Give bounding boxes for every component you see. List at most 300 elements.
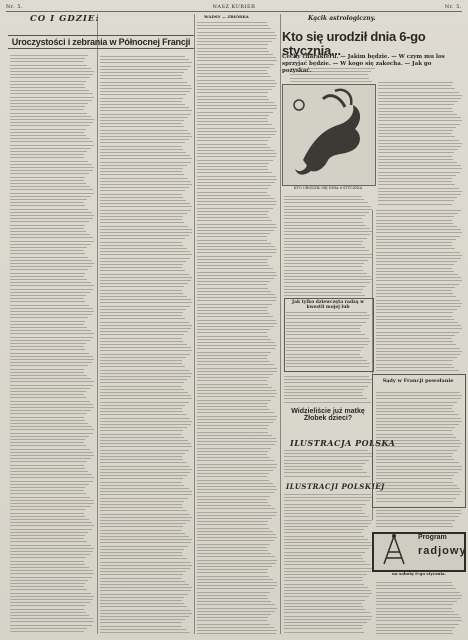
text-line — [197, 304, 272, 305]
astrology-subtitle: Cechy charakteru. — Jakim będzie. — W czym mu los sprzyjać będzie. — W kogo się zakocha. — Jak go pozyskać. — [282, 54, 445, 74]
text-line — [10, 276, 84, 277]
text-line — [197, 473, 269, 474]
text-line — [376, 617, 461, 618]
text-line — [100, 418, 190, 419]
text-line — [100, 600, 182, 601]
text-line — [197, 576, 269, 577]
text-line — [376, 367, 454, 368]
text-line — [376, 592, 460, 593]
text-line — [10, 465, 84, 466]
text-line — [10, 308, 93, 309]
radio-label: Program — [418, 534, 447, 541]
text-line — [284, 628, 362, 629]
text-line — [10, 250, 84, 251]
text-line — [100, 235, 189, 236]
text-line — [197, 592, 270, 593]
text-line — [10, 497, 90, 498]
promo-title: Widzieliście już matkę Żłobek dzieci? — [291, 408, 365, 422]
text-line — [197, 604, 275, 605]
text-line — [284, 584, 364, 585]
text-line — [10, 500, 94, 501]
text-line — [10, 449, 90, 450]
text-line — [100, 101, 182, 102]
text-line — [197, 54, 273, 55]
text-line — [284, 526, 368, 527]
text-line — [100, 110, 192, 111]
text-line — [376, 633, 453, 634]
text-line — [10, 567, 89, 568]
text-line — [378, 85, 452, 86]
text-line — [197, 217, 269, 218]
text-line — [100, 162, 191, 163]
text-line — [100, 82, 187, 83]
text-line — [284, 270, 363, 271]
text-line — [100, 437, 184, 438]
text-line — [197, 464, 277, 465]
text-line — [284, 558, 363, 559]
text-line — [100, 485, 184, 486]
text-line — [10, 180, 84, 181]
text-line — [197, 99, 269, 100]
text-line — [197, 556, 275, 557]
text-line — [10, 343, 86, 344]
text-line — [10, 84, 84, 85]
text-line — [10, 135, 86, 136]
text-line — [100, 530, 182, 531]
text-line — [378, 152, 454, 153]
text-line — [10, 417, 84, 418]
text-line — [284, 222, 363, 223]
text-line — [284, 606, 363, 607]
text-line — [100, 242, 182, 243]
text-line — [100, 283, 188, 284]
text-line — [10, 218, 93, 219]
text-line — [100, 114, 191, 115]
text-line — [197, 380, 267, 381]
text-line — [284, 545, 372, 546]
text-line — [100, 299, 191, 300]
text-line — [197, 467, 276, 468]
text-line — [100, 120, 184, 121]
text-line — [197, 208, 273, 209]
text-line — [100, 331, 188, 332]
text-line — [10, 381, 94, 382]
text-line — [197, 460, 274, 461]
text-line — [10, 164, 92, 165]
text-line — [378, 133, 452, 134]
running-header — [6, 2, 462, 12]
text-line — [197, 595, 267, 596]
text-line — [10, 458, 91, 459]
text-line — [197, 150, 274, 151]
text-line — [376, 220, 452, 221]
text-line — [197, 409, 270, 410]
text-line — [10, 484, 89, 485]
text-line — [197, 627, 274, 628]
text-line — [10, 442, 84, 443]
text-line — [197, 355, 268, 356]
text-line — [378, 104, 454, 105]
text-line — [197, 32, 275, 33]
astrology-title: Kto się urodził dnia 6-go stycznia... — [282, 29, 426, 58]
text-line — [10, 353, 89, 354]
text-line — [197, 134, 275, 135]
text-line — [284, 453, 372, 454]
text-line — [100, 402, 189, 403]
text-line — [378, 136, 455, 137]
text-line — [100, 85, 191, 86]
text-line — [197, 236, 267, 237]
page-number-left: Nr. 5. — [6, 3, 24, 10]
text-line — [197, 480, 269, 481]
text-line — [197, 89, 272, 90]
text-line — [197, 348, 275, 349]
text-line — [197, 329, 270, 330]
text-line — [10, 279, 87, 280]
text-line — [100, 216, 183, 217]
text-line — [100, 571, 186, 572]
text-line — [197, 502, 268, 503]
text-line — [197, 67, 270, 68]
text-line — [197, 268, 273, 269]
text-line — [10, 471, 88, 472]
text-line — [284, 590, 371, 591]
text-line — [378, 120, 462, 121]
text-line — [10, 87, 85, 88]
text-line — [284, 292, 362, 293]
boxed-article-title: Jak tylko dziewczęta radzą w kwestii mojej lub — [291, 300, 365, 310]
text-line — [376, 325, 461, 326]
text-line — [376, 319, 454, 320]
text-line — [284, 398, 367, 399]
text-line — [10, 103, 88, 104]
text-line — [284, 202, 368, 203]
text-line — [197, 288, 268, 289]
text-line — [197, 614, 271, 615]
text-line — [100, 245, 183, 246]
text-line — [100, 312, 183, 313]
text-line — [284, 279, 372, 280]
text-line — [100, 424, 191, 425]
text-line — [284, 539, 368, 540]
text-line — [100, 504, 182, 505]
text-line — [284, 536, 364, 537]
text-line — [100, 152, 186, 153]
text-line — [284, 234, 370, 235]
text-line — [197, 313, 269, 314]
text-line — [10, 221, 89, 222]
text-line — [197, 499, 267, 500]
text-line — [197, 115, 269, 116]
text-line — [100, 376, 191, 377]
text-line — [284, 571, 371, 572]
text-line — [10, 525, 94, 526]
text-line — [284, 260, 368, 261]
text-line — [376, 341, 453, 342]
text-line — [100, 168, 183, 169]
text-line — [197, 76, 271, 77]
text-line — [10, 93, 93, 94]
text-line — [376, 510, 461, 511]
text-line — [10, 71, 94, 72]
text-line — [10, 522, 92, 523]
text-line — [10, 106, 85, 107]
text-line — [197, 320, 276, 321]
text-line — [10, 154, 84, 155]
text-line — [10, 570, 93, 571]
text-line — [197, 496, 270, 497]
text-line — [10, 225, 85, 226]
text-line — [197, 131, 277, 132]
text-line — [376, 268, 452, 269]
text-line — [197, 230, 274, 231]
text-line — [100, 229, 192, 230]
text-line — [284, 532, 362, 533]
text-line — [10, 173, 89, 174]
text-line — [284, 228, 370, 229]
text-line — [100, 302, 192, 303]
text-line — [197, 492, 274, 493]
text-line — [100, 379, 187, 380]
page-number-right: Nr. 5. — [444, 3, 462, 10]
text-line — [10, 263, 94, 264]
text-line — [10, 551, 93, 552]
text-line — [197, 588, 274, 589]
text-line — [100, 581, 185, 582]
text-line — [10, 100, 92, 101]
text-line — [284, 587, 368, 588]
text-line — [197, 419, 276, 420]
text-line — [197, 486, 276, 487]
text-line — [100, 587, 192, 588]
text-line — [197, 156, 276, 157]
text-line — [100, 450, 189, 451]
text-line — [284, 231, 372, 232]
text-line — [376, 601, 457, 602]
text-line — [284, 463, 365, 464]
text-line — [284, 247, 365, 248]
text-line — [10, 125, 90, 126]
text-line — [197, 284, 267, 285]
text-line — [197, 611, 275, 612]
text-line — [284, 507, 362, 508]
text-line — [284, 476, 370, 477]
text-line — [197, 608, 277, 609]
text-line — [10, 157, 84, 158]
text-line — [376, 252, 460, 253]
text-line — [376, 604, 453, 605]
text-line — [10, 196, 91, 197]
text-line — [197, 620, 267, 621]
text-line — [100, 405, 185, 406]
text-line — [100, 427, 187, 428]
text-line — [284, 450, 368, 451]
text-line — [100, 338, 182, 339]
text-line — [197, 297, 277, 298]
text-line — [197, 310, 267, 311]
text-line — [10, 532, 88, 533]
text-line — [10, 455, 94, 456]
text-line — [197, 371, 277, 372]
text-line — [100, 309, 186, 310]
text-line — [197, 358, 267, 359]
text-line — [376, 624, 459, 625]
text-line — [10, 404, 93, 405]
text-line — [197, 233, 270, 234]
text-line — [197, 364, 274, 365]
text-line — [10, 461, 87, 462]
text-line — [100, 350, 192, 351]
text-line — [10, 493, 86, 494]
text-line — [100, 149, 183, 150]
text-line — [197, 384, 268, 385]
text-line — [284, 548, 369, 549]
text-line — [197, 368, 277, 369]
text-line — [100, 254, 192, 255]
text-line — [197, 92, 268, 93]
text-line — [197, 624, 270, 625]
text-line — [100, 334, 184, 335]
text-line — [197, 86, 275, 87]
text-line — [197, 224, 276, 225]
text-line — [100, 222, 184, 223]
text-line — [284, 612, 370, 613]
text-line — [100, 133, 191, 134]
text-line — [100, 594, 188, 595]
text-line — [10, 141, 93, 142]
text-line — [197, 118, 267, 119]
text-line — [100, 510, 187, 511]
text-line — [376, 284, 459, 285]
text-line — [100, 293, 183, 294]
text-line — [378, 204, 452, 205]
text-line — [197, 387, 272, 388]
text-line — [197, 416, 277, 417]
text-line — [376, 287, 455, 288]
text-line — [376, 303, 462, 304]
text-line — [100, 146, 182, 147]
text-line — [376, 232, 462, 233]
text-line — [197, 137, 271, 138]
text-line — [197, 390, 276, 391]
text-line — [100, 494, 192, 495]
text-line — [100, 491, 192, 492]
boxed-article — [372, 374, 466, 508]
text-line — [197, 259, 268, 260]
text-line — [10, 602, 90, 603]
text-line — [100, 498, 188, 499]
text-line — [10, 68, 91, 69]
text-line — [10, 337, 93, 338]
text-line — [197, 521, 268, 522]
text-line — [10, 292, 90, 293]
text-line — [10, 519, 89, 520]
text-line — [284, 552, 365, 553]
text-line — [376, 296, 456, 297]
text-line — [100, 421, 192, 422]
text-line — [10, 167, 94, 168]
text-line — [284, 376, 369, 377]
text-line — [10, 215, 94, 216]
text-line — [376, 280, 462, 281]
text-line — [10, 573, 94, 574]
text-line — [197, 80, 275, 81]
text-line — [10, 529, 92, 530]
text-line — [376, 513, 462, 514]
text-line — [197, 560, 277, 561]
text-line — [100, 549, 184, 550]
text-line — [197, 470, 273, 471]
text-line — [100, 184, 192, 185]
text-line — [197, 272, 276, 273]
text-line — [100, 200, 186, 201]
text-line — [100, 597, 184, 598]
text-line — [100, 66, 191, 67]
text-line — [100, 213, 187, 214]
text-line — [10, 74, 93, 75]
text-line — [10, 113, 87, 114]
text-line — [197, 425, 269, 426]
text-line — [376, 582, 452, 583]
text-line — [197, 204, 276, 205]
text-line — [197, 579, 273, 580]
text-line — [10, 420, 85, 421]
text-line — [376, 360, 453, 361]
text-line — [284, 244, 362, 245]
text-line — [197, 160, 273, 161]
text-line — [376, 248, 455, 249]
text-line — [197, 435, 272, 436]
text-line — [197, 192, 267, 193]
text-line — [100, 456, 182, 457]
text-line — [197, 544, 270, 545]
text-line — [284, 510, 362, 511]
text-line — [378, 114, 457, 115]
text-line — [197, 316, 273, 317]
text-line — [197, 275, 277, 276]
text-line — [10, 564, 85, 565]
text-line — [290, 81, 372, 82]
text-line — [10, 189, 93, 190]
text-line — [284, 238, 367, 239]
text-line — [284, 273, 367, 274]
text-line — [197, 531, 273, 532]
text-line — [10, 346, 84, 347]
text-line — [10, 391, 86, 392]
text-line — [10, 109, 84, 110]
text-line — [100, 251, 190, 252]
text-line — [10, 321, 85, 322]
text-line — [197, 441, 277, 442]
text-line — [197, 169, 268, 170]
text-line — [100, 520, 190, 521]
text-line — [197, 83, 277, 84]
text-line — [10, 269, 88, 270]
text-line — [284, 564, 370, 565]
text-line — [197, 291, 271, 292]
column-label: WADSY — ZBIÓRKA — [204, 14, 249, 19]
text-line — [10, 561, 84, 562]
text-line — [100, 533, 185, 534]
text-line — [378, 82, 453, 83]
text-line — [284, 561, 366, 562]
text-line — [10, 538, 84, 539]
text-line — [100, 357, 186, 358]
text-line — [376, 608, 452, 609]
text-line — [10, 177, 85, 178]
text-line — [376, 316, 452, 317]
text-line — [378, 165, 461, 166]
